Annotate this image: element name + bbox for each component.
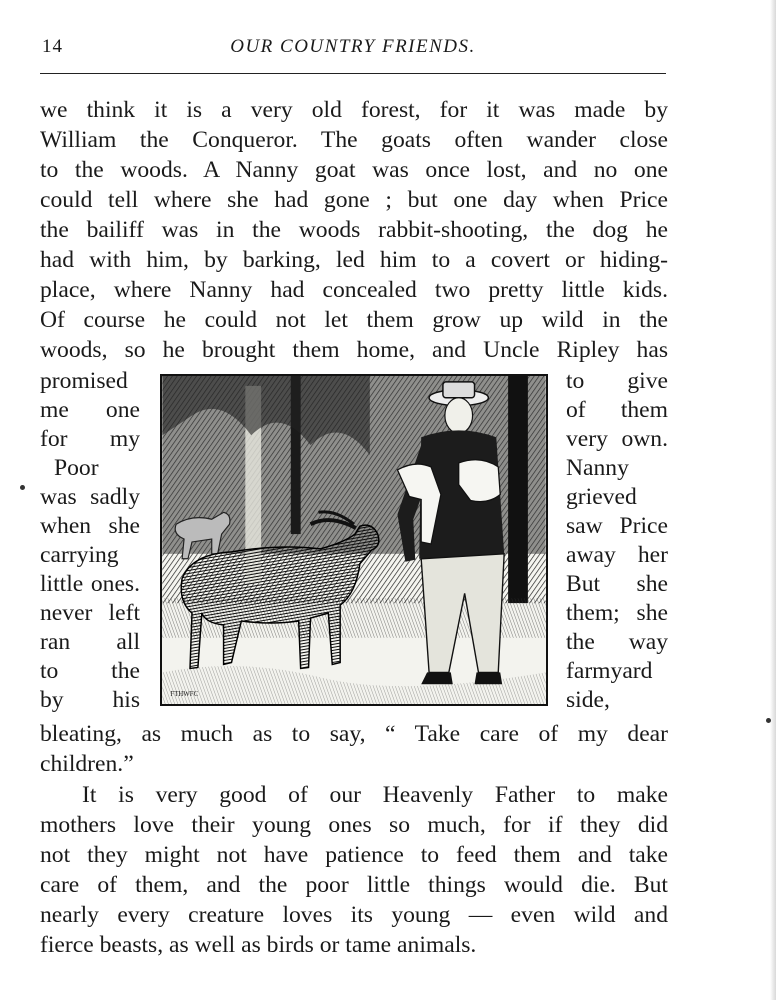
- right-column-line: very own.: [566, 426, 668, 452]
- running-title: OUR COUNTRY FRIENDS.: [230, 36, 476, 57]
- text-line: It is very good of our Heavenly Father to make: [82, 782, 668, 808]
- right-column-line: farmyard: [566, 658, 653, 684]
- print-speck: [766, 718, 771, 723]
- text-line: not they might not have patience to feed them and take: [40, 842, 668, 868]
- right-column-line: Nanny: [566, 455, 629, 481]
- text-line: we think it is a very old forest, for it was made by: [40, 97, 668, 123]
- right-column-line: But she: [566, 571, 668, 597]
- text-line: Of course he could not let them grow up wild in the: [40, 307, 668, 333]
- left-column-line: to the: [40, 658, 140, 684]
- right-column-line: the way: [566, 629, 668, 655]
- text-line: could tell where she had gone ; but one day when Price: [40, 187, 668, 213]
- engraving-artwork: [162, 376, 546, 704]
- left-column-line: promised: [40, 368, 128, 394]
- text-line: bleating, as much as to say, “ Take care of my dear: [40, 721, 668, 747]
- right-column-line: side,: [566, 687, 610, 713]
- right-column-line: grieved: [566, 484, 637, 510]
- left-column-line: was sadly: [40, 484, 140, 510]
- right-column-line: away her: [566, 542, 668, 568]
- text-line: children.”: [40, 751, 134, 777]
- right-column-line: saw Price: [566, 513, 668, 539]
- page-header: [40, 30, 666, 64]
- text-line: mothers love their young ones so much, for if they did: [40, 812, 668, 838]
- left-column-line: never left: [40, 600, 140, 626]
- text-line: place, where Nanny had concealed two pretty little kids.: [40, 277, 668, 303]
- text-line: the bailiff was in the woods rabbit-shooting, the dog he: [40, 217, 668, 243]
- engraver-signature: FTHWFC: [170, 691, 199, 699]
- left-column-line: when she: [40, 513, 140, 539]
- goat-engraving-illustration: [160, 374, 548, 706]
- right-column-line: to give: [566, 368, 668, 394]
- left-column-line: ran all: [40, 629, 140, 655]
- header-rule: [40, 73, 666, 74]
- page-number: 14: [42, 36, 63, 57]
- left-column-line: for my: [40, 426, 140, 452]
- right-column-line: of them: [566, 397, 668, 423]
- left-column-line: Poor: [54, 455, 99, 481]
- text-line: nearly every creature loves its young — even wild and: [40, 902, 668, 928]
- text-line: care of them, and the poor little things would die. But: [40, 872, 668, 898]
- left-column-line: me one: [40, 397, 140, 423]
- print-speck: [20, 485, 25, 490]
- page-edge: [770, 0, 776, 1000]
- text-line: fierce beasts, as well as birds or tame animals.: [40, 932, 477, 958]
- right-column-line: them; she: [566, 600, 668, 626]
- left-column-line: carrying: [40, 542, 119, 568]
- text-line: to the woods. A Nanny goat was once lost, and no one: [40, 157, 668, 183]
- text-line: had with him, by barking, led him to a covert or hiding-: [40, 247, 668, 273]
- text-line: William the Conqueror. The goats often wander close: [40, 127, 668, 153]
- left-column-line: little ones.: [40, 571, 140, 597]
- text-line: woods, so he brought them home, and Uncle Ripley has: [40, 337, 668, 363]
- left-column-line: by his: [40, 687, 140, 713]
